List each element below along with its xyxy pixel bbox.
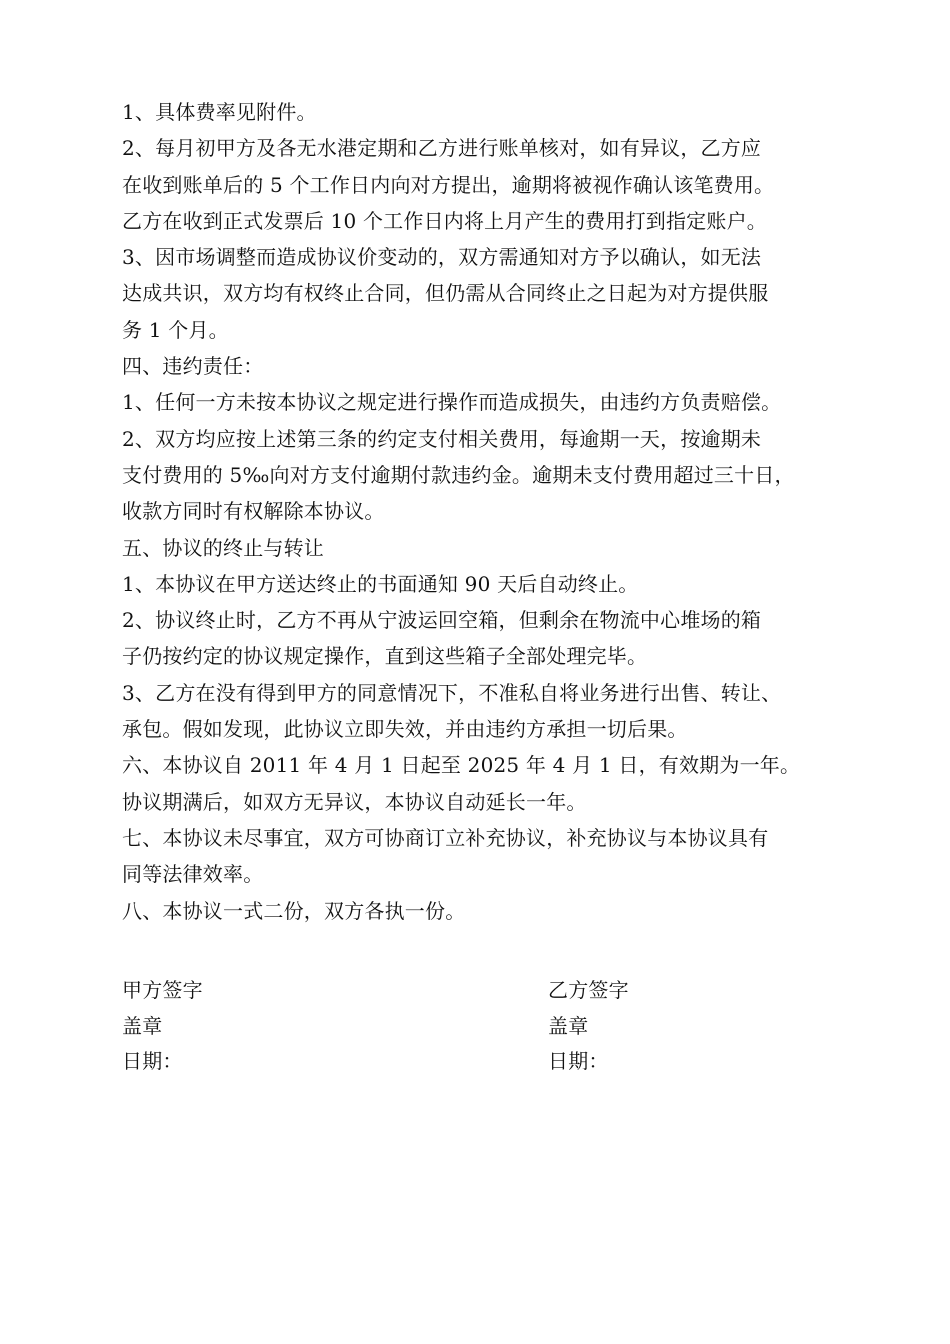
text-line: 1、任何一方未按本协议之规定进行操作而造成损失，由违约方负责赔偿。	[122, 390, 782, 415]
section-heading: 四、违约责任：	[122, 354, 264, 379]
text-line: 支付费用的 5‰向对方支付逾期付款违约金。逾期未支付费用超过三十日，	[122, 462, 795, 487]
text-line: 务 1 个月。	[122, 317, 229, 342]
party-b-sign-label: 乙方签字	[548, 978, 629, 1002]
text-line: 3、因市场调整而造成协议价变动的，双方需通知对方予以确认，如无法	[122, 245, 762, 270]
party-b-seal-label: 盖章	[548, 1013, 589, 1038]
text-line: 协议期满后，如双方无异议，本协议自动延长一年。	[122, 789, 587, 814]
section-heading: 六、本协议自 2011 年 4 月 1 日起至 2025 年 4 月 1 日，有效期为一年。	[122, 753, 801, 778]
section-heading: 五、协议的终止与转让	[122, 535, 324, 560]
text-line: 2、每月初甲方及各无水港定期和乙方进行账单核对，如有异议，乙方应	[122, 136, 762, 161]
party-b-date-label: 日期：	[548, 1049, 609, 1073]
section-heading: 七、本协议未尽事宜，双方可协商订立补充协议，补充协议与本协议具有	[122, 825, 769, 850]
party-a-sign-label: 甲方签字	[122, 978, 203, 1002]
agreement-body	[122, 94, 862, 929]
text-line: 1、具体费率见附件。	[122, 100, 317, 124]
text-line: 同等法律效率。	[122, 862, 264, 887]
party-a-date-label: 日期：	[122, 1049, 183, 1073]
text-line: 3、乙方在没有得到甲方的同意情况下，不准私自将业务进行出售、转让、	[122, 680, 782, 705]
text-line: 子仍按约定的协议规定操作，直到这些箱子全部处理完毕。	[122, 644, 648, 669]
party-a-seal-label: 盖章	[122, 1013, 163, 1038]
party-b-signature-block	[548, 973, 848, 1080]
text-line: 承包。假如发现，此协议立即失效，并由违约方承担一切后果。	[122, 717, 688, 742]
text-line: 2、双方均应按上述第三条的约定支付相关费用，每逾期一天，按逾期未	[122, 426, 762, 451]
section-heading: 八、本协议一式二份，双方各执一份。	[122, 898, 466, 923]
text-line: 1、本协议在甲方送达终止的书面通知 90 天后自动终止。	[122, 571, 639, 596]
text-line: 乙方在收到正式发票后 10 个工作日内将上月产生的费用打到指定账户。	[122, 208, 767, 233]
text-line: 达成共识，双方均有权终止合同，但仍需从合同终止之日起为对方提供服	[122, 281, 769, 306]
party-a-signature-block	[122, 973, 422, 1080]
text-line: 2、协议终止时，乙方不再从宁波运回空箱，但剩余在物流中心堆场的箱	[122, 608, 762, 633]
text-line: 在收到账单后的 5 个工作日内向对方提出，逾期将被视作确认该笔费用。	[122, 172, 775, 197]
text-line: 收款方同时有权解除本协议。	[122, 499, 385, 524]
